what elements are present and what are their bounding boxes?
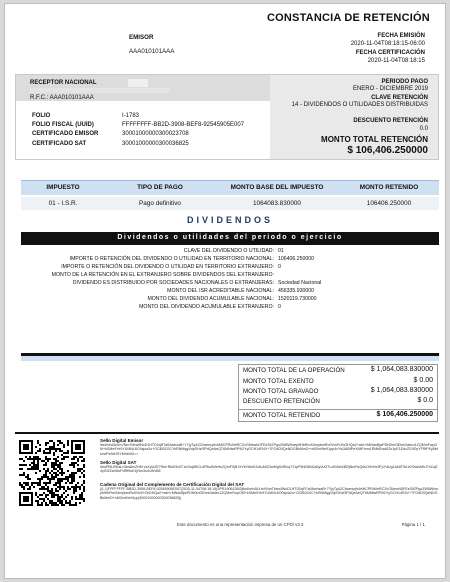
- certificado-sat-label: CERTIFICADO SAT: [32, 141, 87, 147]
- sello-sat-label: Sello Digital SAT: [100, 460, 137, 465]
- list-item: [21, 256, 439, 264]
- fecha-certificacion-label: FECHA CERTIFICACIÓN: [355, 50, 425, 56]
- sello-emisor-label: Sello Digital Emisor: [100, 438, 144, 443]
- total-retencion-value: $ 106,406.250000: [347, 145, 428, 156]
- total-value: $ 0.0: [417, 397, 433, 404]
- dividendo-value: Sociedad Nacional: [278, 280, 322, 286]
- total-value: $ 106,406.250000: [376, 411, 433, 418]
- dividendo-label: MONTO DEL DIVIDENDO ACUMULABLE EXTRANJERO:: [139, 304, 274, 310]
- clave-retencion-label: CLAVE RETENCIÓN: [371, 95, 428, 101]
- folio-value: I-1783: [122, 113, 140, 119]
- col-tipo-pago: TIPO DE PAGO: [137, 184, 183, 191]
- dividendo-value: 0: [278, 304, 281, 310]
- list-item: [239, 366, 437, 376]
- dividendos-subtitle: Dividendos o utilidades del periodo o ejercicio: [21, 232, 439, 245]
- dividendo-label: MONTO DE LA RETENCIÓN EN EL EXTRANJERO SOBRE DIVIDENDOS DEL EXTRANJERO:: [51, 272, 274, 278]
- footer-divider: [15, 432, 439, 434]
- impuestos-header: [21, 180, 439, 195]
- sello-emisor-text: lbsf/mh4AXmVNmTbtrw5NxD1HTD0qR7a0AwhzaB+7YjyTyAZCbwmcyfr4rMlCPRdVeRCZvGMewhDFEe39ZPgoZW8WhwyMHbRmS4mpbmRo0VmFrZbGHQa2+wkl+rMNdxBjwPDN0mOEhrb3aiIxx1ZQMmFwpOM+kSMe9Ye9YUMNL6O0sjxa2u+OCiB0C0CYkRNMqgVdpSHzf3PdQeAeQT6MNtwRP9i2YyGCH14R4V+7FOdD0QeNDGBkMmD+nM3mIHe91pp4vYw3ABfPeXMtFmm1RMkEwa0Zo1pE1EdxZG9DyYFRfFKy5btkcwPe9cHSYMhb0tX==: [100, 443, 438, 456]
- total-value: $ 1,064,083.830000: [370, 366, 433, 373]
- fecha-emision-label: FECHA EMISIÓN: [377, 33, 425, 39]
- dividendo-value: 01: [278, 248, 284, 254]
- receptor-rfc: R.F.C.: AAA010101AAA: [30, 95, 94, 101]
- section-divider: [21, 353, 439, 361]
- redacted-name: [128, 79, 148, 87]
- sello-emisor: [100, 438, 438, 456]
- periodo-value: ENERO - DICIEMBRE 2019: [352, 86, 428, 92]
- list-item: [239, 377, 437, 387]
- total-label: DESCUENTO RETENCIÓN: [243, 398, 320, 405]
- dividendo-value: 1520119.730000: [278, 296, 317, 302]
- dividendo-label: DIVIDENDO ES DISTRIBUIDO POR SOCIEDADES NACIONALES O EXTRANJERAS:: [72, 280, 274, 286]
- dividendos-title: DIVIDENDOS: [186, 215, 273, 225]
- list-item: [239, 409, 437, 421]
- certificado-sat-value: 30001000000300036825: [122, 141, 189, 147]
- receptor-label: RECEPTOR NACIONAL: [30, 80, 97, 86]
- col-impuesto: IMPUESTO: [46, 184, 80, 191]
- cadena-original-text: ||1.1|FFFFFFFF-BB2D-3908-BEF8-92545905E007|2020-11-04T08:18:15|SPR190613I52|lbsf/mh4AXmVNmTbtrw5NxD1HTD0qR7a0AwhzaB+7YjyTyAZCbwmcyfr4rMlCPRdVeRCZvGMewhDFEe39ZPgoZW8WhwyMHbRmS4mpbmRo0VmFrZbGHQa2+wkl+rMNdxBjwPDN0mOEhrb3aiIxx1ZQMmFwpOM+kSMe9Ye9YUMNL6O0sjxa2u+OCiB0C0CYkRNMqgVdpSHzf3PdQeAeQT6MNtwRP9i2YyGCH14R4V+7FOdD0QeNDGBkMmD+nM3mIHe91pp|30001000000300036825||: [100, 487, 438, 500]
- total-label: MONTO TOTAL GRAVADO: [243, 388, 319, 395]
- dividendo-label: MONTO DEL ISR ACREDITABLE NACIONAL:: [167, 288, 274, 294]
- periodo-label: PERIODO PAGO: [381, 79, 428, 85]
- list-item: [21, 272, 439, 280]
- cadena-original: [100, 482, 438, 505]
- sello-sat: [100, 460, 438, 478]
- dividendo-label: CLAVE DEL DIVIDENDO O UTILIDAD:: [183, 248, 274, 254]
- qr-code-icon: [19, 440, 85, 506]
- table-row: [21, 197, 439, 210]
- list-item: [239, 397, 437, 407]
- folio-label: FOLIO: [32, 113, 51, 119]
- folio-fiscal-value: FFFFFFFF-BB2D-3908-BEF8-92545905E007: [122, 122, 245, 128]
- descuento-retencion-label: DESCUENTO RETENCIÓN: [353, 118, 428, 124]
- monto-retenido-cell: 106406.250000: [366, 200, 412, 207]
- monto-base-cell: 1064083.830000: [253, 200, 301, 207]
- dividendo-value: 456335.930000: [278, 288, 315, 294]
- folio-fiscal-label: FOLIO FISCAL (UUID): [32, 122, 94, 128]
- fecha-emision-value: 2020-11-04T08:18:15-06:00: [350, 41, 425, 47]
- total-value: $ 1,064,083.830000: [370, 387, 433, 394]
- periodo-panel: [270, 75, 438, 159]
- totales-box: [238, 364, 438, 422]
- page-number: Página 1 / 1: [401, 522, 425, 527]
- tipo-pago-cell: Pago definitivo: [139, 200, 181, 207]
- emisor-label: EMISOR: [129, 34, 154, 41]
- dividendo-value: 106406.250000: [278, 256, 315, 262]
- receptor-section: [15, 74, 439, 160]
- list-item: [21, 296, 439, 304]
- certificado-emisor-value: 30001000000300023708: [122, 131, 189, 137]
- list-item: [21, 280, 439, 288]
- total-label: MONTO TOTAL DE LA OPERACIÓN: [243, 367, 345, 374]
- fecha-certificacion-value: 2020-11-04T08:18:15: [367, 58, 425, 64]
- col-monto-retenido: MONTO RETENIDO: [359, 184, 419, 191]
- dividendo-label: IMPORTE O RETENCIÓN DEL DIVIDENDO O UTILIDAD EN TERRITORIO NACIONAL:: [69, 256, 274, 262]
- cadena-original-label: Cadena Original del Complemento de Certificación Digital del SAT: [100, 482, 245, 487]
- dividendo-value: 0: [278, 264, 281, 270]
- total-value: $ 0.00: [413, 377, 433, 384]
- certificado-emisor-label: CERTIFICADO EMISOR: [32, 131, 99, 137]
- document-page: [4, 3, 446, 579]
- dividendo-label: IMPORTE O RETENCIÓN DEL DIVIDENDO O UTILIDAD EN TERRITORIO EXTRANJERO:: [61, 264, 274, 270]
- dividendo-label: MONTO DEL DIVIDENDO ACUMULABLE NACIONAL:: [147, 296, 274, 302]
- sello-sat-text: hbuPMiJ9KaLr0kw8mZH6+vzXyU2E7f9a+RkM3x0T1nGrq5BCLdP8v4WeHs2QmF0jN7eVbYt6oK2dIuA9Z3wMgSxRlcqTJ1pP5hE8fnDa0yVuG7LxKt4sWiB2jNmRzQ6cO9vHe3FpYdUg1Ak8T5rLbX0wIsMhJ7nCqE4yGt2ZaV6uPdRf9oK1jNm3sXcWvB8: [100, 465, 438, 474]
- impuesto-cell: 01 - I.S.R.: [48, 200, 78, 207]
- col-monto-base: MONTO BASE DEL IMPUESTO: [230, 184, 324, 191]
- document-title: CONSTANCIA DE RETENCIÓN: [267, 12, 430, 24]
- list-item: [21, 248, 439, 256]
- footer-note: Este documento es una representación impresa de un CFDI v3.3: [177, 522, 304, 527]
- list-item: [21, 288, 439, 296]
- emisor-rfc: AAA010101AAA: [129, 48, 175, 55]
- list-item: [21, 304, 439, 312]
- list-item: [21, 264, 439, 272]
- descuento-retencion-value: 0.0: [419, 126, 428, 132]
- total-retencion-label: MONTO TOTAL RETENCIÓN: [321, 135, 428, 144]
- clave-retencion-value: 14 - DIVIDENDOS O UTILIDADES DISTRIBUIDAS: [291, 102, 428, 108]
- total-label: MONTO TOTAL RETENIDO: [243, 412, 321, 419]
- list-item: [239, 387, 437, 397]
- total-label: MONTO TOTAL EXENTO: [243, 378, 314, 385]
- redacted-line: [30, 88, 170, 93]
